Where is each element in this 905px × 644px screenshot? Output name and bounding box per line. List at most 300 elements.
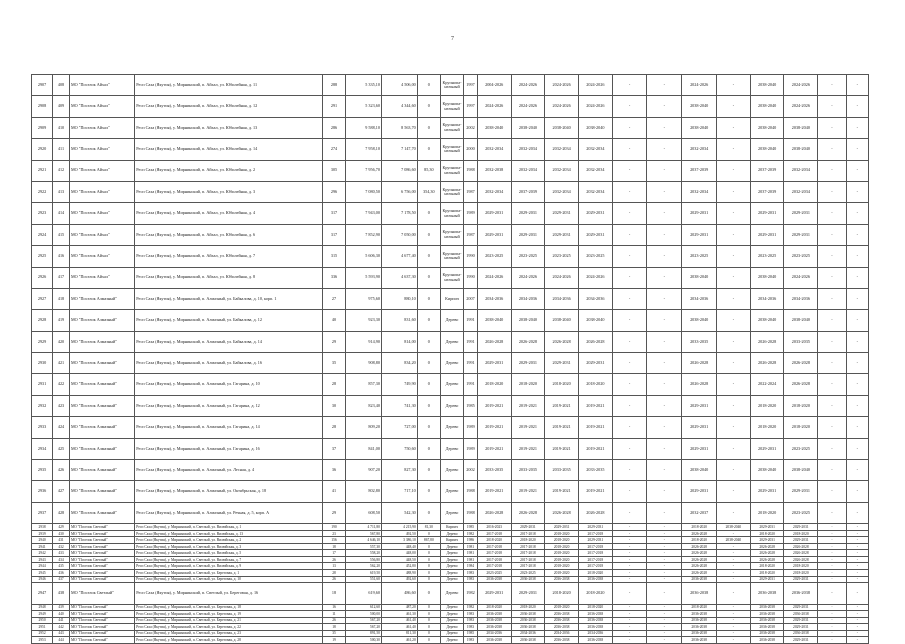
cell-total-area: 823,40 — [346, 395, 382, 416]
cell-period-3: 2018-2020 — [545, 604, 579, 611]
cell-period-8: - — [717, 563, 751, 570]
cell-period-11: - — [818, 395, 846, 416]
cell-period-7: 2038-2040 — [682, 117, 717, 138]
cell-house-id: 412 — [53, 160, 70, 181]
cell-nonresidential-area: 0 — [417, 267, 440, 288]
cell-period-8: - — [717, 288, 751, 309]
cell-wall-material: Дерево — [440, 395, 463, 416]
cell-living-area: 461,20 — [381, 637, 417, 644]
cell-living-area: 8 563,70 — [381, 117, 417, 138]
cell-wall-material: Крупнопа- нельный — [440, 181, 463, 202]
cell-period-2: 2036-2038 — [511, 611, 545, 618]
cell-period-10: 2026-2028 — [784, 353, 818, 374]
cell-period-4: 2029-2031 — [578, 224, 612, 245]
cell-period-4: 2026-2028 — [578, 502, 612, 523]
cell-period-8: - — [717, 117, 751, 138]
cell-period-9: 2038-2040 — [750, 267, 784, 288]
cell-nonresidential-area: 0 — [417, 630, 440, 637]
cell-wall-material: Дерево — [440, 624, 463, 631]
cell-living-area: 727,00 — [381, 417, 417, 438]
cell-build-year: 1983 — [464, 637, 478, 644]
cell-organization: МО "Поселок Алмазный" — [69, 438, 134, 459]
cell-wall-material: Дерево — [440, 550, 463, 557]
cell-living-area: 7 086,60 — [381, 160, 417, 181]
cell-extra: - — [846, 203, 868, 224]
cell-house-id: 436 — [53, 570, 70, 577]
cell-house-id: 427 — [53, 481, 70, 502]
cell-period-2: 2029-2031 — [511, 353, 545, 374]
cell-period-11: - — [818, 310, 846, 331]
cell-period-9: 2029-2031 — [750, 537, 784, 544]
cell-period-6: - — [647, 604, 682, 611]
cell-period-5: - — [612, 530, 647, 537]
cell-period-1: 2032-2034 — [477, 181, 511, 202]
cell-wall-material: Дерево — [440, 374, 463, 395]
cell-house-id: 430 — [53, 530, 70, 537]
cell-period-10: 2036-2038 — [784, 630, 818, 637]
cell-nonresidential-area: 0 — [417, 438, 440, 459]
cell-period-8: - — [717, 181, 751, 202]
table-row — [32, 288, 869, 309]
cell-period-1: 2036-2038 — [477, 637, 511, 644]
cell-period-11: - — [818, 353, 846, 374]
cell-period-3: 2024-2026 — [545, 267, 579, 288]
cell-period-2: 2019-2021 — [511, 438, 545, 459]
cell-row-number: 2930 — [32, 353, 53, 374]
cell-period-6: - — [647, 563, 682, 570]
cell-period-7: 2023-2025 — [682, 246, 717, 267]
cell-residents: 18 — [322, 583, 345, 604]
cell-extra: - — [846, 438, 868, 459]
cell-organization: МО "Поселок Светлый" — [69, 550, 134, 557]
cell-period-10: 2029-2031 — [784, 537, 818, 544]
cell-nonresidential-area: 0 — [417, 139, 440, 160]
cell-period-3: 2033-2035 — [545, 460, 579, 481]
cell-total-area: 9 588,10 — [346, 117, 382, 138]
cell-period-2: 2017-2018 — [511, 563, 545, 570]
cell-period-10: 2023-2025 — [784, 438, 818, 459]
cell-period-3: 2019-2021 — [545, 395, 579, 416]
cell-organization: МО "Поселок Светлый" — [69, 556, 134, 563]
cell-organization: МО "Поселок Айхал" — [69, 203, 134, 224]
cell-organization: МО "Поселок Светлый" — [69, 576, 134, 583]
cell-total-area: 608,50 — [346, 502, 382, 523]
table-row — [32, 181, 869, 202]
cell-period-5: - — [612, 550, 647, 557]
cell-period-7: 2026-2028 — [682, 543, 717, 550]
cell-period-2: 2024-2026 — [511, 96, 545, 117]
cell-total-area: 567,20 — [346, 624, 382, 631]
cell-period-8: - — [717, 203, 751, 224]
cell-period-1: 2033-2035 — [477, 460, 511, 481]
cell-house-id: 423 — [53, 395, 70, 416]
cell-period-4: 2024-2026 — [578, 75, 612, 96]
cell-period-5: - — [612, 117, 647, 138]
cell-period-6: - — [647, 438, 682, 459]
cell-nonresidential-area: 0 — [417, 96, 440, 117]
cell-period-10: 2038-2040 — [784, 460, 818, 481]
cell-period-11: - — [818, 374, 846, 395]
cell-period-2: 2029-2031 — [511, 224, 545, 245]
cell-residents: 26 — [322, 556, 345, 563]
cell-period-4: 2034-2036 — [578, 630, 612, 637]
cell-wall-material: Кирпич — [440, 537, 463, 544]
cell-nonresidential-area: 0 — [417, 288, 440, 309]
cell-period-10: 2034-2036 — [784, 288, 818, 309]
cell-period-9: 2018-2020 — [750, 530, 784, 537]
cell-period-2: 2038-2040 — [511, 117, 545, 138]
cell-nonresidential-area: 867,80 — [417, 537, 440, 544]
cell-nonresidential-area: 0 — [417, 395, 440, 416]
cell-build-year: 1985 — [464, 524, 478, 531]
cell-period-3: 2018-2020 — [545, 550, 579, 557]
cell-row-number: 2921 — [32, 160, 53, 181]
cell-address: Респ Саха (Якутия), у. Мирнинский, п. Светлый, ул. Береговая, д. 18 — [135, 604, 323, 611]
cell-organization: МО "Поселок Алмазный" — [69, 417, 134, 438]
cell-period-2: 2024-2026 — [511, 75, 545, 96]
cell-period-2: 2024-2026 — [511, 267, 545, 288]
cell-organization: МО "Поселок Светлый" — [69, 530, 134, 537]
cell-period-2: 2036-2038 — [511, 576, 545, 583]
cell-period-9: 2022-2024 — [750, 374, 784, 395]
cell-period-9: 2029-2031 — [750, 576, 784, 583]
cell-period-2: 2019-2021 — [511, 417, 545, 438]
cell-extra: - — [846, 75, 868, 96]
cell-living-area: 448,40 — [381, 543, 417, 550]
cell-period-5: - — [612, 331, 647, 352]
cell-period-2: 2019-2021 — [511, 395, 545, 416]
cell-period-4: 2017-2018 — [578, 550, 612, 557]
cell-extra: - — [846, 563, 868, 570]
cell-period-10: 2026-2028 — [784, 550, 818, 557]
cell-period-3: 2019-2021 — [545, 417, 579, 438]
cell-period-4: 2018-2020 — [578, 570, 612, 577]
cell-period-1: 2026-2028 — [477, 331, 511, 352]
cell-total-area: 802,80 — [346, 481, 382, 502]
cell-period-9: 2026-2028 — [750, 556, 784, 563]
cell-period-8: - — [717, 160, 751, 181]
cell-wall-material: Дерево — [440, 611, 463, 618]
cell-living-area: 741,30 — [381, 395, 417, 416]
cell-period-5: - — [612, 75, 647, 96]
cell-total-area: 809,20 — [346, 417, 382, 438]
cell-residents: 37 — [322, 438, 345, 459]
cell-build-year: 1985 — [464, 630, 478, 637]
cell-living-area: 827,30 — [381, 460, 417, 481]
cell-period-6: - — [647, 374, 682, 395]
cell-wall-material: Дерево — [440, 604, 463, 611]
cell-period-5: - — [612, 417, 647, 438]
cell-nonresidential-area: 0 — [417, 417, 440, 438]
cell-period-11: - — [818, 224, 846, 245]
cell-period-11: - — [818, 556, 846, 563]
cell-period-3: 2036-2038 — [545, 617, 579, 624]
cell-residents: 41 — [322, 481, 345, 502]
page-number: 7 — [451, 36, 454, 42]
cell-organization: МО "Поселок Алмазный" — [69, 353, 134, 374]
table-row — [32, 224, 869, 245]
cell-address: Респ Саха (Якутия), у. Мирнинский, п. Светлый, ул. Вилюйская, д. 3 — [135, 543, 323, 550]
cell-period-6: - — [647, 117, 682, 138]
cell-nonresidential-area: 0 — [417, 624, 440, 631]
cell-build-year: 1988 — [464, 502, 478, 523]
cell-address: Респ Саха (Якутия), у. Мирнинский, п. Светлый, ул. Береговая, д. 16 — [135, 583, 323, 604]
cell-living-area: 452,80 — [381, 563, 417, 570]
cell-period-4: 2029-2031 — [578, 524, 612, 531]
cell-row-number: 2945 — [32, 570, 53, 577]
cell-period-10: 2024-2026 — [784, 75, 818, 96]
cell-period-1: 2038-2040 — [477, 117, 511, 138]
cell-period-4: 2017-2018 — [578, 563, 612, 570]
cell-period-6: - — [647, 556, 682, 563]
cell-organization: МО "Поселок Алмазный" — [69, 374, 134, 395]
cell-period-7: 2038-2040 — [682, 96, 717, 117]
cell-period-7: 2029-2031 — [682, 203, 717, 224]
cell-row-number: 2943 — [32, 556, 53, 563]
cell-period-7: 2029-2031 — [682, 481, 717, 502]
cell-period-7: 2026-2028 — [682, 550, 717, 557]
cell-period-11: - — [818, 417, 846, 438]
table-row — [32, 353, 869, 374]
cell-living-area: 461,40 — [381, 617, 417, 624]
cell-period-11: - — [818, 637, 846, 644]
cell-period-3: 2018-2020 — [545, 530, 579, 537]
cell-period-2: 2017-2018 — [511, 550, 545, 557]
cell-period-4: 2034-2036 — [578, 288, 612, 309]
cell-living-area: 4 215,90 — [381, 524, 417, 531]
cell-residents: 13 — [322, 563, 345, 570]
cell-residents: 190 — [322, 524, 345, 531]
cell-period-10: 2018-2020 — [784, 570, 818, 577]
cell-address: Респ Саха (Якутия), у. Мирнинский, п. Айхал, ул. Юбилейная, д. 2 — [135, 160, 323, 181]
cell-period-7: 2029-2031 — [682, 438, 717, 459]
cell-period-8: - — [717, 139, 751, 160]
cell-period-10: 2036-2038 — [784, 583, 818, 604]
cell-build-year: 1990 — [464, 246, 478, 267]
cell-organization: МО "Поселок Алмазный" — [69, 502, 134, 523]
cell-period-1: 2036-2038 — [477, 617, 511, 624]
cell-residents: 317 — [322, 224, 345, 245]
cell-period-5: - — [612, 617, 647, 624]
cell-period-1: 2017-2018 — [477, 556, 511, 563]
cell-period-9: 2026-2028 — [750, 550, 784, 557]
cell-nonresidential-area: 0 — [417, 246, 440, 267]
cell-wall-material: Крупнопа- нельный — [440, 160, 463, 181]
cell-house-id: 410 — [53, 117, 70, 138]
cell-period-4: 2026-2028 — [578, 331, 612, 352]
cell-wall-material: Дерево — [440, 637, 463, 644]
cell-period-9: 2036-2038 — [750, 617, 784, 624]
cell-address: Респ Саха (Якутия), у. Мирнинский, п. Светлый, ул. Вилюйская, д. 9 — [135, 563, 323, 570]
cell-wall-material: Крупнопа- нельный — [440, 246, 463, 267]
cell-period-11: - — [818, 117, 846, 138]
cell-period-7: 2018-2020 — [682, 604, 717, 611]
cell-period-2: 2023-2025 — [511, 570, 545, 577]
cell-nonresidential-area: 0 — [417, 611, 440, 618]
cell-period-8: - — [717, 438, 751, 459]
cell-address: Респ Саха (Якутия), у. Мирнинский, п. Алмазный, ул. Гагарина, д. 16 — [135, 438, 323, 459]
cell-build-year: 1991 — [464, 331, 478, 352]
cell-residents: 27 — [322, 288, 345, 309]
cell-period-10: 2029-2031 — [784, 203, 818, 224]
table-row — [32, 139, 869, 160]
cell-period-9: 2036-2038 — [750, 624, 784, 631]
cell-build-year: 2000 — [464, 139, 478, 160]
cell-address: Респ Саха (Якутия), у. Мирнинский, п. Светлый, ул. Береговая, д. 23 — [135, 630, 323, 637]
cell-address: Респ Саха (Якутия), у. Мирнинский, п. Алмазный, ул. Гагарина, д. 14 — [135, 417, 323, 438]
cell-period-5: - — [612, 374, 647, 395]
cell-house-id: 409 — [53, 96, 70, 117]
cell-address: Респ Саха (Якутия), у. Мирнинский, п. Светлый, ул. Вилюйская, д. 1 — [135, 524, 323, 531]
cell-period-11: - — [818, 139, 846, 160]
cell-period-2: 2034-2036 — [511, 630, 545, 637]
cell-residents: 286 — [322, 117, 345, 138]
cell-living-area: 750,60 — [381, 438, 417, 459]
cell-build-year: 1987 — [464, 181, 478, 202]
cell-period-9: 2034-2036 — [750, 288, 784, 309]
cell-row-number: 2934 — [32, 438, 53, 459]
cell-total-area: 612,60 — [346, 604, 382, 611]
cell-period-11: - — [818, 481, 846, 502]
cell-address: Респ Саха (Якутия), у. Мирнинский, п. Светлый, ул. Береговая, д. 10 — [135, 576, 323, 583]
cell-period-11: - — [818, 604, 846, 611]
cell-period-6: - — [647, 617, 682, 624]
cell-period-3: 2024-2026 — [545, 75, 579, 96]
cell-residents: 36 — [322, 460, 345, 481]
cell-period-9: 2036-2038 — [750, 630, 784, 637]
cell-period-2: 2029-2031 — [511, 583, 545, 604]
cell-residents: 11 — [322, 611, 345, 618]
cell-house-id: 434 — [53, 556, 70, 563]
cell-residents: 291 — [322, 96, 345, 117]
cell-row-number: 2929 — [32, 331, 53, 352]
cell-address: Респ Саха (Якутия), у. Мирнинский, п. Алмазный, ул. Октябрьская, д. 18 — [135, 481, 323, 502]
cell-period-10: 2032-2034 — [784, 160, 818, 181]
cell-build-year: 1983 — [464, 611, 478, 618]
cell-period-5: - — [612, 576, 647, 583]
cell-period-5: - — [612, 438, 647, 459]
cell-organization: МО "Поселок Алмазный" — [69, 288, 134, 309]
cell-build-year: 1984 — [464, 563, 478, 570]
cell-period-5: - — [612, 139, 647, 160]
cell-period-1: 2017-2018 — [477, 563, 511, 570]
cell-period-11: - — [818, 611, 846, 618]
cell-extra: - — [846, 537, 868, 544]
cell-period-1: 2034-2036 — [477, 288, 511, 309]
cell-house-id: 443 — [53, 630, 70, 637]
cell-extra: - — [846, 576, 868, 583]
cell-address: Респ Саха (Якутия), у. Мирнинский, п. Айхал, ул. Юбилейная, д. 6 — [135, 224, 323, 245]
cell-period-2: 2023-2025 — [511, 246, 545, 267]
cell-organization: МО "Поселок Светлый" — [69, 630, 134, 637]
cell-period-9: 2029-2031 — [750, 203, 784, 224]
cell-total-area: 551,60 — [346, 576, 382, 583]
cell-house-id: 428 — [53, 502, 70, 523]
cell-period-4: 2038-2040 — [578, 117, 612, 138]
cell-period-9: 2038-2040 — [750, 117, 784, 138]
cell-period-8: - — [717, 417, 751, 438]
cell-extra: - — [846, 224, 868, 245]
cell-period-1: 2018-2020 — [477, 374, 511, 395]
cell-total-area: 923,30 — [346, 310, 382, 331]
cell-period-3: 2018-2020 — [545, 543, 579, 550]
cell-period-6: - — [647, 624, 682, 631]
table-row — [32, 502, 869, 523]
cell-period-7: 2018-2020 — [682, 537, 717, 544]
cell-house-id: 433 — [53, 550, 70, 557]
cell-period-10: 2024-2026 — [784, 96, 818, 117]
cell-period-6: - — [647, 611, 682, 618]
cell-wall-material: Крупнопа- нельный — [440, 224, 463, 245]
cell-period-10: 2029-2031 — [784, 224, 818, 245]
cell-living-area: 4 344,60 — [381, 96, 417, 117]
cell-period-8: - — [717, 75, 751, 96]
cell-period-10: 2018-2020 — [784, 563, 818, 570]
cell-nonresidential-area: 0 — [417, 543, 440, 550]
cell-period-2: 2032-2034 — [511, 139, 545, 160]
cell-period-10: 2018-2020 — [784, 417, 818, 438]
cell-living-area: 7 050,00 — [381, 224, 417, 245]
cell-organization: МО "Поселок Алмазный" — [69, 395, 134, 416]
cell-period-6: - — [647, 310, 682, 331]
cell-total-area: 558,20 — [346, 550, 382, 557]
cell-period-7: 2026-2028 — [682, 530, 717, 537]
cell-total-area: 7 080,50 — [346, 181, 382, 202]
cell-period-2: 2033-2035 — [511, 460, 545, 481]
cell-organization: МО "Поселок Светлый" — [69, 570, 134, 577]
cell-build-year: 1989 — [464, 203, 478, 224]
cell-residents: 28 — [322, 570, 345, 577]
cell-row-number: 2946 — [32, 576, 53, 583]
cell-build-year: 1986 — [464, 537, 478, 544]
cell-period-9: 2038-2040 — [750, 310, 784, 331]
cell-period-11: - — [818, 438, 846, 459]
cell-house-id: 416 — [53, 246, 70, 267]
cell-house-id: 429 — [53, 524, 70, 531]
cell-period-7: 2029-2031 — [682, 395, 717, 416]
cell-period-10: 2026-2028 — [784, 556, 818, 563]
cell-period-11: - — [818, 203, 846, 224]
cell-build-year: 1997 — [464, 75, 478, 96]
cell-period-8: - — [717, 630, 751, 637]
cell-period-10: 2018-2020 — [784, 530, 818, 537]
cell-period-3: 2036-2038 — [545, 611, 579, 618]
cell-period-6: - — [647, 246, 682, 267]
cell-period-2: 2017-2018 — [511, 556, 545, 563]
cell-period-7: 2024-2026 — [682, 75, 717, 96]
cell-period-8: - — [717, 395, 751, 416]
cell-living-area: 448,50 — [381, 556, 417, 563]
table-row — [32, 75, 869, 96]
cell-period-7: 2036-2038 — [682, 611, 717, 618]
table-row — [32, 637, 869, 644]
cell-period-9: 2036-2038 — [750, 604, 784, 611]
cell-period-7: 2036-2038 — [682, 583, 717, 604]
cell-period-1: 2032-2038 — [477, 160, 511, 181]
cell-period-5: - — [612, 570, 647, 577]
cell-period-6: - — [647, 331, 682, 352]
cell-row-number: 2947 — [32, 583, 53, 604]
cell-living-area: 488,90 — [381, 570, 417, 577]
cell-period-2: 2018-2020 — [511, 537, 545, 544]
cell-period-10: 2026-2028 — [784, 543, 818, 550]
cell-house-id: 422 — [53, 374, 70, 395]
cell-extra: - — [846, 395, 868, 416]
cell-residents: 317 — [322, 203, 345, 224]
cell-row-number: 2909 — [32, 117, 53, 138]
cell-wall-material: Крупнопа- нельный — [440, 203, 463, 224]
cell-total-area: 891,50 — [346, 630, 382, 637]
